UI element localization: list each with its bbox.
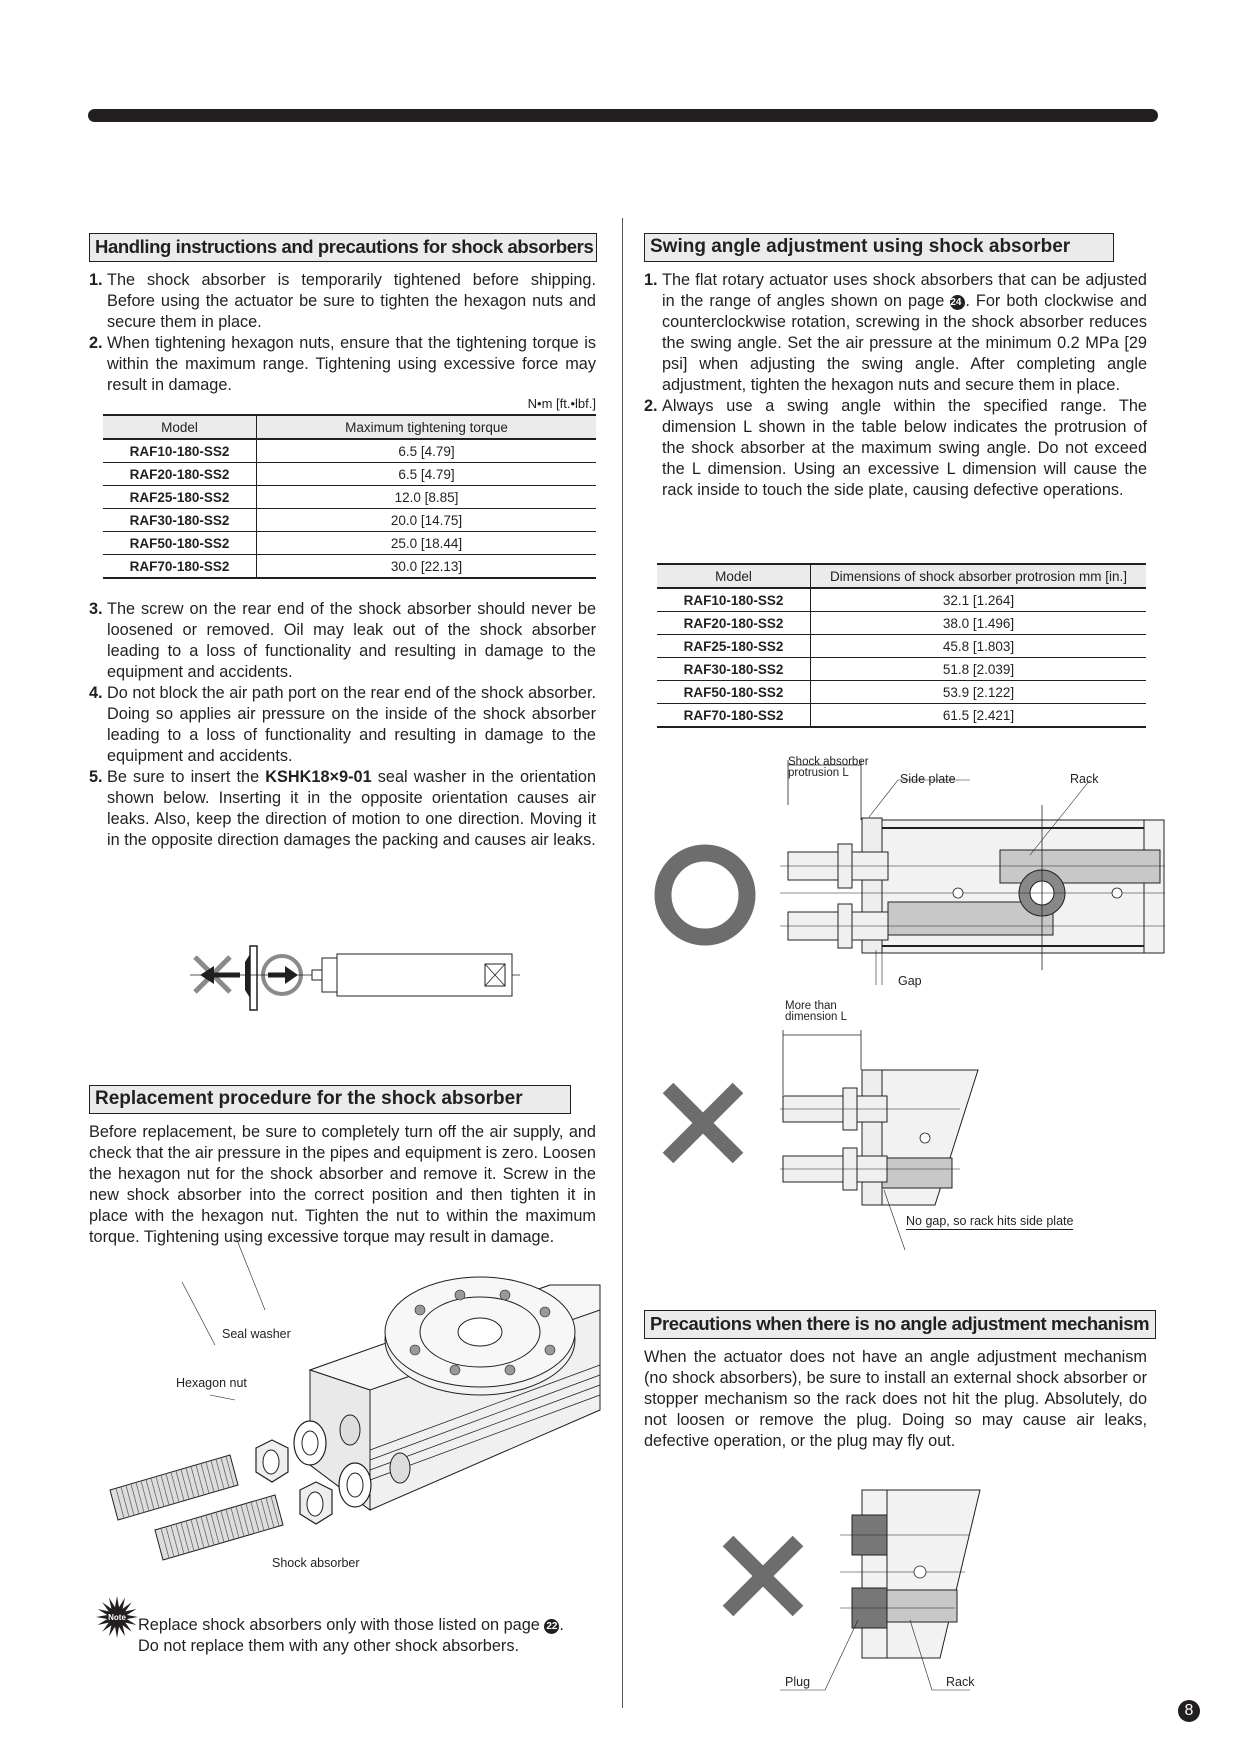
value-cell: 45.8 [1.803] — [811, 635, 1147, 658]
value-cell: 6.5 [4.79] — [257, 439, 597, 463]
section-title-no-adjust: Precautions when there is no angle adjustment mechanism — [644, 1310, 1156, 1339]
list-item: 2. Always use a swing angle within the specified range. The dimension L shown in the table below indicates the protrusion of the shock absorber at the maximum swing angle. Do not exceed the L dimension. Using an excessive L dimension will cause the rack inside to touch the side plate, causing defective operations. — [644, 397, 1147, 499]
section-title-handling: Handling instructions and precautions for shock absorbers — [89, 233, 597, 262]
model-cell: RAF25-180-SS2 — [657, 635, 811, 658]
torque-unit: N•m [ft.•lbf.] — [527, 396, 596, 411]
col-header-model: Model — [103, 415, 257, 439]
wrong-x-icon — [722, 1535, 804, 1617]
model-cell: RAF30-180-SS2 — [103, 509, 257, 532]
list-item: 5. Be sure to insert the KSHK18×9-01 seal washer in the orientation shown below. Inserting it in the opposite orientation causes air leaks. Also, keep the direction of motion to one direction. Moving it in the opposite direction damages the packing and causes air leaks. — [89, 768, 597, 849]
wrong-x-icon — [662, 1082, 744, 1164]
table-row — [103, 532, 596, 555]
section-title-swing: Swing angle adjustment using shock absorber — [644, 233, 1114, 262]
model-cell: RAF25-180-SS2 — [103, 486, 257, 509]
label-protrusion-l: Shock absorber protrusion L — [788, 756, 869, 779]
handling-list-1 — [89, 270, 596, 396]
value-cell: 6.5 [4.79] — [257, 463, 597, 486]
header-rule — [88, 109, 1158, 122]
seal-washer-orientation-diagram — [190, 940, 520, 1020]
model-cell: RAF70-180-SS2 — [103, 555, 257, 579]
swing-list — [644, 270, 1147, 501]
table-row — [103, 509, 596, 532]
table-row — [103, 555, 596, 579]
value-cell: 32.1 [1.264] — [811, 588, 1147, 612]
table-row — [657, 681, 1146, 704]
note-burst-icon — [95, 1595, 139, 1639]
page-number: 8 — [1178, 1700, 1200, 1722]
value-cell: 38.0 [1.496] — [811, 612, 1147, 635]
page-ref-badge[interactable]: 22 — [546, 1621, 558, 1632]
label-gap: Gap — [898, 974, 922, 988]
list-item: 3. The screw on the rear end of the shock absorber should never be loosened or removed. Oil may leak out of the shock absorber leading to a loss of functionality and resulting in damage to the equipment and accidents. — [89, 600, 596, 681]
col-header-torque: Maximum tightening torque — [257, 415, 597, 439]
cross-section-correct-diagram — [780, 820, 1165, 985]
label-rack: Rack — [946, 1675, 975, 1689]
value-cell: 12.0 [8.85] — [257, 486, 597, 509]
label-seal-washer: Seal washer — [222, 1327, 291, 1341]
value-cell: 53.9 [2.122] — [811, 681, 1147, 704]
value-cell: 51.8 [2.039] — [811, 658, 1147, 681]
value-cell: 25.0 [18.44] — [257, 532, 597, 555]
value-cell: 20.0 [14.75] — [257, 509, 597, 532]
shock-absorber-icon — [312, 954, 512, 996]
model-cell: RAF10-180-SS2 — [657, 588, 811, 612]
handling-list-2 — [89, 599, 596, 851]
list-item: 1. The shock absorber is temporarily tightened before shipping. Before using the actuator be sure to tighten the hexagon nuts and secure them in place. — [89, 271, 596, 331]
label-rack: Rack — [1070, 772, 1099, 786]
label-side-plate: Side plate — [900, 772, 956, 786]
table-row — [657, 612, 1146, 635]
correct-circle-icon — [655, 850, 765, 960]
table-row — [657, 704, 1146, 728]
value-cell: 61.5 [2.421] — [811, 704, 1147, 728]
label-shock-absorber: Shock absorber — [272, 1556, 360, 1570]
page-ref-badge[interactable]: 24 — [950, 295, 965, 310]
table-row — [657, 635, 1146, 658]
section-title-replacement: Replacement procedure for the shock absorber — [89, 1085, 571, 1114]
col-header-protrusion: Dimensions of shock absorber protrosion mm [in.] — [811, 564, 1147, 588]
label-hexagon-nut: Hexagon nut — [176, 1376, 247, 1390]
list-item: 2. When tightening hexagon nuts, ensure that the tightening torque is within the maximum range. Tightening using excessive force may result in damage. — [89, 334, 596, 394]
table-row — [657, 658, 1146, 681]
cross-section-wrong-diagram — [780, 1060, 980, 1230]
model-cell: RAF10-180-SS2 — [103, 439, 257, 463]
column-divider — [622, 218, 623, 1708]
model-cell: RAF30-180-SS2 — [657, 658, 811, 681]
label-more-than-l: More than dimension L — [785, 1000, 848, 1023]
shock-absorber-assembly-illustration — [110, 1290, 600, 1580]
part-number: KSHK18×9-01 — [265, 768, 372, 786]
label-no-gap: No gap, so rack hits side plate — [906, 1214, 1074, 1228]
no-adjust-text: When the actuator does not have an angle adjustment mechanism (no shock absorbers), be sure to install an external shock absorber or stopper mechanism so the rack does not hit the plug. Absolutely, do not loosen or remove the plug. Doing so may cause air leaks, defective operation, or the plug may fly out. — [644, 1348, 1147, 1450]
seal-washer-icon — [245, 946, 257, 1010]
table-row — [103, 463, 596, 486]
protrusion-table — [657, 563, 1146, 728]
model-cell: RAF70-180-SS2 — [657, 704, 811, 728]
model-cell: RAF20-180-SS2 — [657, 612, 811, 635]
table-row — [103, 486, 596, 509]
model-cell: RAF20-180-SS2 — [103, 463, 257, 486]
model-cell: RAF50-180-SS2 — [103, 532, 257, 555]
svg-text:Note: Note — [108, 1613, 126, 1622]
replacement-text: Before replacement, be sure to completely turn off the air supply, and check that the air pressure in the pipes and equipment is zero. Loosen the hexagon nut for the shock absorber and remove it. Screw in the new shock absorber into the correct position and then tighten it in place with the hexagon nut. Tighten the nut to within the maximum torque. Tightening using excessive torque may result in damage. — [89, 1123, 596, 1246]
table-row — [103, 439, 596, 463]
list-item: 4. Do not block the air path port on the rear end of the shock absorber. Doing so applies air pressure on the inside of the shock absorber leading to a loss of functionality and resulting in damage to the equipment and accidents. — [89, 684, 596, 765]
label-plug: Plug — [785, 1675, 811, 1689]
model-cell: RAF50-180-SS2 — [657, 681, 811, 704]
table-row — [657, 588, 1146, 612]
list-item: 1. The flat rotary actuator uses shock absorbers that can be adjusted in the range of angles shown on page 24 . For both clockwise and counterclockwise rotation, screwing in the shock absorber reduces the swing angle. Set the air pressure at the minimum 0.2 MPa [29 psi] when adjusting the swing angle. After completing angle adjustment, tighten the hexagon nuts and secure them in place. — [644, 271, 1147, 394]
value-cell: 30.0 [22.13] — [257, 555, 597, 579]
note-text: Replace shock absorbers only with those listed on page 22 . Do not replace them with any other shock absorbers. — [138, 1616, 564, 1655]
torque-table — [103, 414, 596, 579]
col-header-model: Model — [657, 564, 811, 588]
